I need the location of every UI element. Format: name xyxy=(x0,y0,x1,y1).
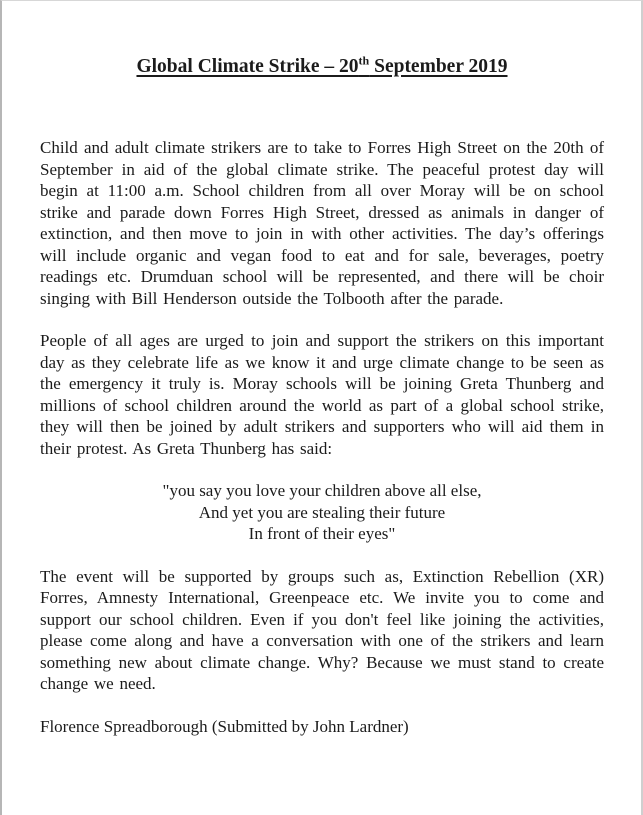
signature-line: Florence Spreadborough (Submitted by John Lardner) xyxy=(40,716,409,736)
page-title-part1: Global Climate Strike – 20 xyxy=(136,56,359,77)
document-content xyxy=(2,1,641,737)
quote-line-2: And yet you are stealing their future xyxy=(198,502,446,522)
quote-line-3: In front of their eyes" xyxy=(248,524,396,543)
paragraph-call-to-join: People of all ages are urged to join and support the strikers on this important day as they celebrate life as we know it and urge climate change to be seen as the emergency it truly is. Moray schools will be joining Greta Thunberg and millions of school children around the world as part of a global school strike, they will then be joined by adult strikers and supporters who will aid them in their protest. As Greta Thunberg has said: xyxy=(40,331,604,458)
page-title-text xyxy=(136,53,508,77)
paragraph-supporting-groups: The event will be supported by groups such as, Extinction Rebellion (XR) Forres, Amnesty International, Greenpeace etc. We invite you to come and support our school children. Even if you don't feel like joining the activities, please come along and have a conversation with one of the strikers and learn something new about climate change. Why? Because we must stand to create change we need. xyxy=(40,566,604,693)
page-title xyxy=(40,54,604,80)
quote-line-1: "you say you love your children above all else, xyxy=(162,481,482,500)
paragraph-event-details: Child and adult climate strikers are to take to Forres High Street on the 20th of September in aid of the global climate strike. The peaceful protest day will begin at 11:00 a.m. School children from all over Moray will be on school strike and parade down Forres High Street, dressed as animals in danger of extinction, and then move to join in with other activities. The day’s offerings will include organic and vegan food to eat and for sale, beverages, poetry readings etc. Drumduan school will be represented, and there will be choir singing with Bill Henderson outside the Tolbooth after the parade. xyxy=(40,138,604,308)
greta-quote-block xyxy=(40,480,604,545)
page-title-superscript: th xyxy=(358,53,370,68)
page-title-part2: September 2019 xyxy=(369,56,508,77)
